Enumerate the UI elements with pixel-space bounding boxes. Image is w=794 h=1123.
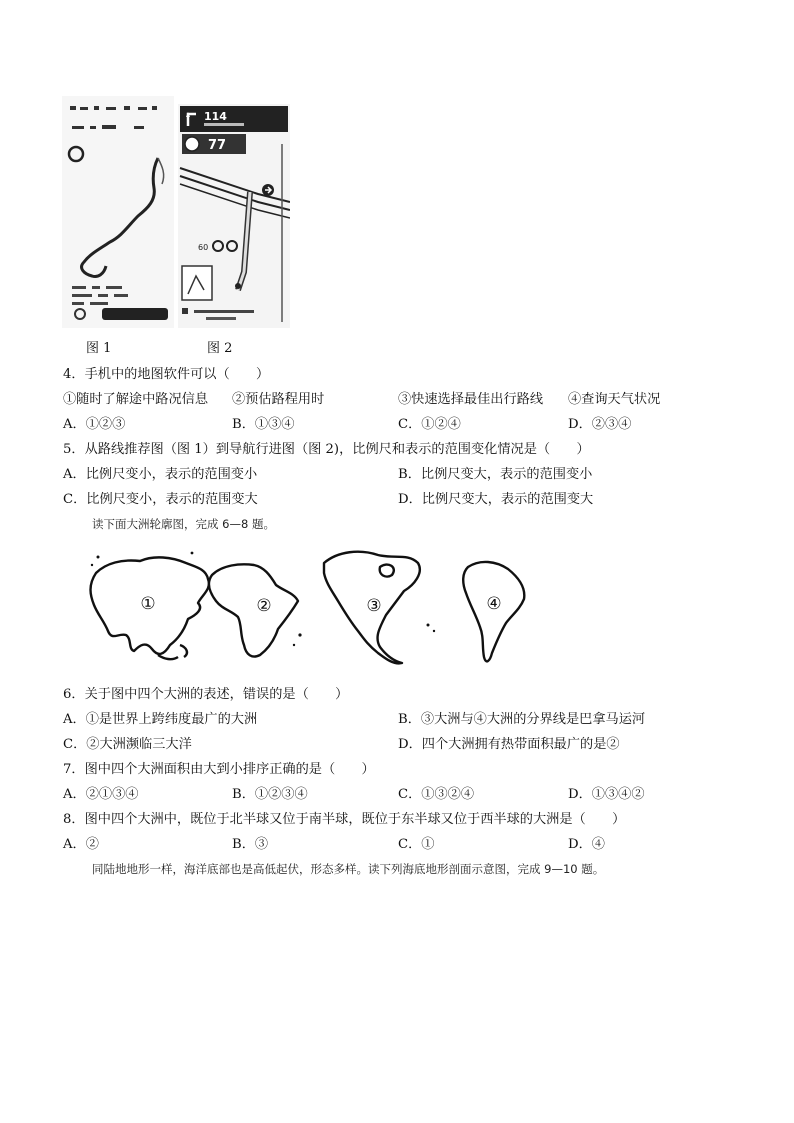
- intro-questions-6-8: 读下面大洲轮廓图，完成 6—8 题。: [92, 517, 275, 531]
- figure-1-caption: 图 1: [86, 341, 112, 356]
- question-7-option-b: B．①②③④: [232, 787, 308, 802]
- continent-label-3: ③: [366, 596, 382, 616]
- continent-label-2: ②: [256, 596, 272, 616]
- turn-instruction-bar: [180, 106, 288, 132]
- question-8-option-a: A．②: [63, 837, 99, 852]
- question-5-option-c: C．比例尺变小，表示的范围变大: [63, 492, 258, 507]
- question-7-option-d: D．①③④②: [568, 787, 645, 802]
- route-map-illustration: [62, 96, 174, 328]
- question-7-stem: 7．图中四个大洲面积由大到小排序正确的是（ ）: [63, 762, 375, 777]
- question-4-statement-2: ②预估路程用时: [232, 392, 325, 407]
- continent-outline-figure: [88, 545, 548, 675]
- question-4-statement-3: ③快速选择最佳出行路线: [398, 392, 544, 407]
- start-navigation-button: [102, 308, 168, 320]
- question-4-option-b: B．①③④: [232, 417, 295, 432]
- question-5-stem: 5．从路线推荐图（图 1）到导航行进图（图 2)，比例尺和表示的范围变化情况是（ ）: [63, 442, 590, 457]
- figure-2-navigation-map: [178, 104, 290, 328]
- question-4-option-d: D．②③④: [568, 417, 632, 432]
- continent-outlines: [88, 545, 548, 675]
- distance-readout: 114: [204, 110, 227, 123]
- question-7-option-c: C．①③②④: [398, 787, 475, 802]
- figure-1-route-map: [62, 96, 174, 328]
- question-4-statement-4: ④查询天气状况: [568, 392, 661, 407]
- continent-label-1: ①: [140, 594, 156, 614]
- question-5-option-a: A．比例尺变小，表示的范围变小: [63, 467, 258, 482]
- question-6-option-c: C．②大洲濒临三大洋: [63, 737, 192, 752]
- speed-readout: 77: [208, 138, 227, 153]
- question-6-option-a: A．①是世界上跨纬度最广的大洲: [63, 712, 258, 727]
- intro-questions-9-10: 同陆地地形一样，海洋底部也是高低起伏，形态多样。读下列海底地形剖面示意图，完成 9—10 题。: [92, 862, 605, 876]
- question-4-statement-1: ①随时了解途中路况信息: [63, 392, 209, 407]
- speed-limit-badge: 60: [198, 243, 209, 252]
- question-6-stem: 6．关于图中四个大洲的表述，错误的是（ ）: [63, 687, 349, 702]
- question-5-option-b: B．比例尺变大，表示的范围变小: [398, 467, 593, 482]
- question-8-option-d: D．④: [568, 837, 605, 852]
- question-6-option-b: B．③大洲与④大洲的分界线是巴拿马运河: [398, 712, 646, 727]
- question-4-option-a: A．①②③: [63, 417, 126, 432]
- navigation-map-illustration: [178, 104, 290, 328]
- question-5-option-d: D．比例尺变大，表示的范围变大: [398, 492, 594, 507]
- continent-africa-outline: [209, 564, 298, 656]
- question-8-option-c: C．①: [398, 837, 435, 852]
- question-7-option-a: A．②①③④: [63, 787, 139, 802]
- question-4-option-c: C．①②④: [398, 417, 461, 432]
- question-8-option-b: B．③: [232, 837, 269, 852]
- figure-2-caption: 图 2: [207, 341, 233, 356]
- question-6-option-d: D．四个大洲拥有热带面积最广的是②: [398, 737, 620, 752]
- question-4-stem: 4．手机中的地图软件可以（ ）: [63, 367, 270, 382]
- question-8-stem: 8．图中四个大洲中，既位于北半球又位于南半球，既位于东半球又位于西半球的大洲是（ ）: [63, 812, 626, 827]
- continent-label-4: ④: [486, 594, 502, 614]
